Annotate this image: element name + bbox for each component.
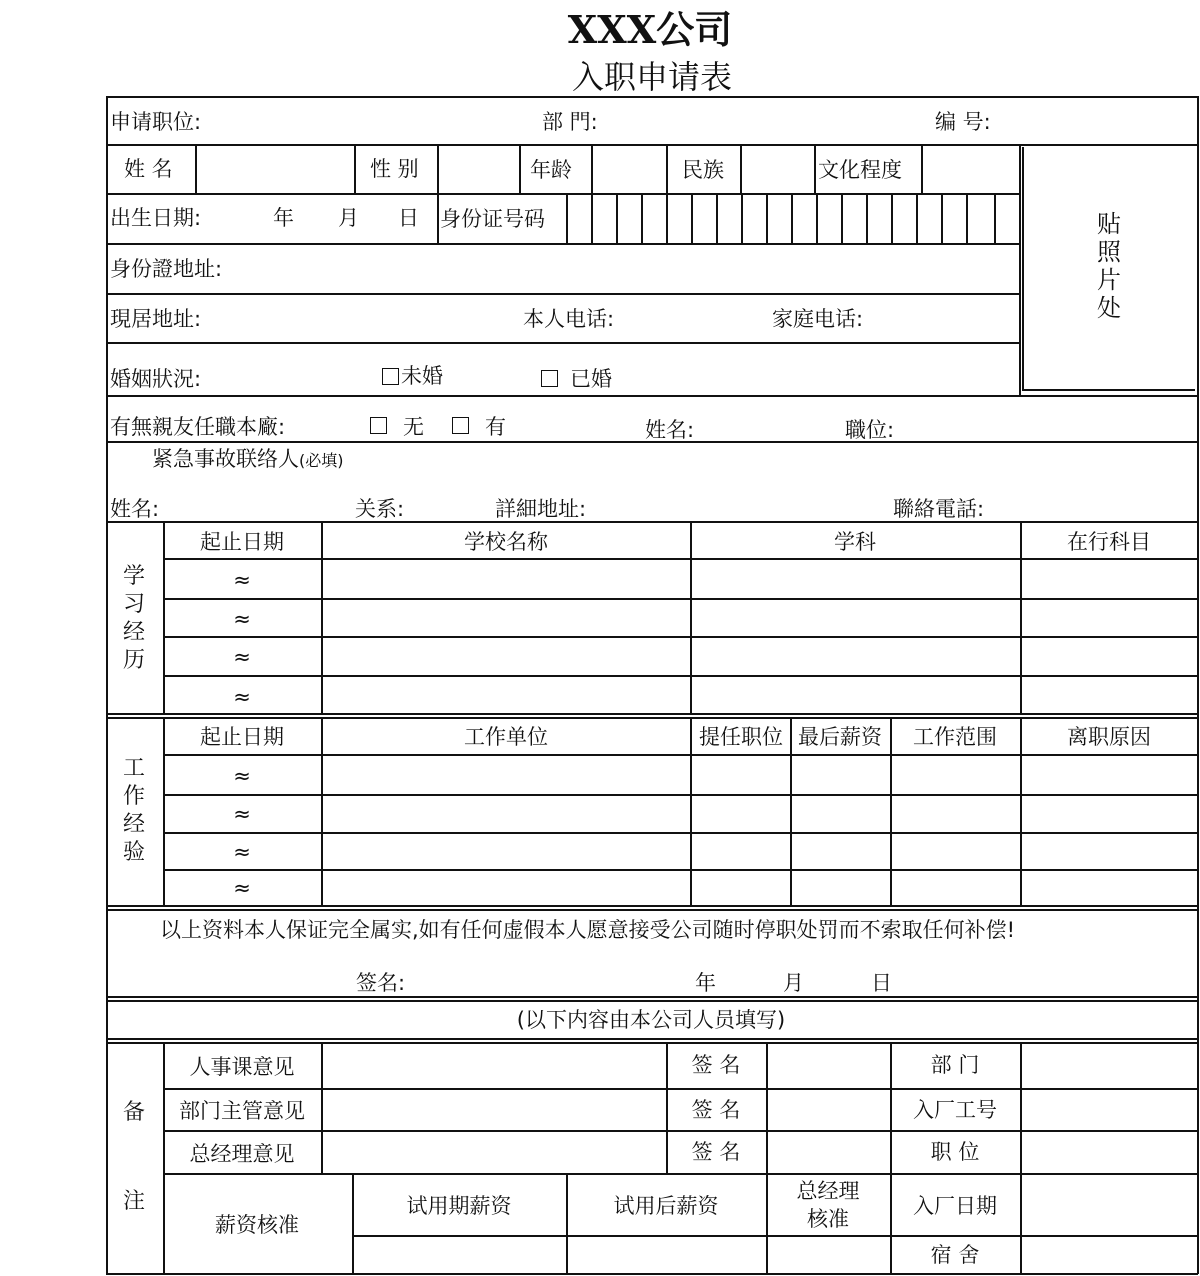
sign-day-label: 日 [871,971,892,995]
current-address-label: 現居地址: [110,307,202,331]
study-header-school: 学校名称 [464,530,548,554]
sign-month-label: 月 [783,971,804,995]
company-name: XXX公司 [567,7,733,52]
photo-placeholder: 贴照片处 [1097,210,1121,322]
study-side-label [120,563,148,675]
form-title: 入职申请表 [571,58,733,96]
emergency-title-text: 紧急事故联络人 [152,447,299,471]
relatives-no-label: 无 [403,415,424,439]
gm-opinion-label: 总经理意见 [189,1142,295,1166]
birth-year-label: 年 [273,206,294,230]
remarks-side-top: 备 [123,1100,146,1125]
nation-label: 民族 [682,158,724,182]
factory-number-label: 入厂工号 [913,1098,997,1122]
single-checkbox[interactable] [382,368,399,385]
signature-label: 签名: [356,971,406,995]
emergency-address-label: 詳細地址: [495,497,587,521]
salary-approval-label: 薪资核准 [215,1213,299,1237]
work-header-employer: 工作单位 [464,725,548,749]
declaration-text: 以上资料本人保证完全属实,如有任何虚假本人愿意接受公司随时停职处罚而不索取任何补偿! [160,918,1016,942]
study-side-char: 学 [122,564,145,589]
post-probation-salary-label: 试用后薪资 [613,1194,719,1218]
work-row-dates: ≈ [233,802,251,826]
name-label: 姓 名 [124,157,173,181]
study-row-dates: ≈ [233,607,251,631]
dormitory-label: 宿 舍 [930,1243,980,1267]
remarks-side-bottom: 注 [123,1189,146,1214]
department-label: 部 門: [542,110,598,134]
married-checkbox[interactable] [541,370,558,387]
relatives-yes-checkbox[interactable] [452,417,469,434]
married-label: 已婚 [570,367,612,391]
birth-label: 出生日期: [110,206,202,230]
work-side-char: 作 [122,784,145,809]
emergency-relation-label: 关系: [355,497,405,521]
mobile-phone-label: 本人电话: [523,307,615,331]
work-side-char: 工 [122,756,145,781]
study-header-subject: 学科 [834,530,876,554]
study-row-dates: ≈ [233,645,251,669]
work-header-salary: 最后薪资 [798,725,882,749]
relatives-label: 有無親友任職本廠: [110,415,286,439]
single-label: 未婚 [401,364,443,388]
gm-approval-label-line1: 总经理 [796,1179,860,1203]
study-side-char: 习 [122,592,145,617]
number-label: 编 号: [935,110,991,134]
work-header-dates: 起止日期 [200,725,284,749]
sign-label-2: 签 名 [691,1098,741,1122]
birth-day-label: 日 [398,206,419,230]
study-header-dates: 起止日期 [200,530,284,554]
work-header-scope: 工作范围 [913,725,997,749]
entry-date-label: 入厂日期 [913,1194,997,1218]
education-label: 文化程度 [818,158,902,182]
relative-name-label: 姓名: [645,418,695,442]
post-label: 职 位 [930,1140,980,1164]
hr-opinion-label: 人事课意见 [189,1055,295,1079]
birth-month-label: 月 [338,206,359,230]
relatives-yes-label: 有 [485,415,506,439]
work-row-dates: ≈ [233,876,251,900]
relative-post-label: 職位: [845,418,895,442]
study-side-char: 经 [122,620,145,645]
probation-salary-label: 试用期薪资 [406,1194,512,1218]
id-address-label: 身份證地址: [110,257,223,281]
study-row-dates: ≈ [233,568,251,592]
sign-year-label: 年 [695,971,716,995]
work-side-char: 验 [122,840,145,865]
id-number-label: 身份证号码 [440,207,545,231]
dept-label: 部 门 [930,1053,980,1077]
age-label: 年龄 [530,158,572,182]
gm-approval-label-line2: 核准 [807,1207,849,1231]
sign-label-1: 签 名 [691,1053,741,1077]
home-phone-label: 家庭电话: [772,307,864,331]
emergency-name-label: 姓名: [110,497,160,521]
marital-status-label: 婚姻狀況: [110,367,202,391]
relatives-no-checkbox[interactable] [370,417,387,434]
emergency-required: (必填) [299,451,344,470]
work-side-label [120,755,148,867]
position-label: 申请职位: [110,110,202,134]
sign-label-3: 签 名 [691,1140,741,1164]
manager-opinion-label: 部门主管意见 [179,1099,305,1123]
work-header-reason: 离职原因 [1067,725,1151,749]
work-row-dates: ≈ [233,764,251,788]
emergency-phone-label: 聯絡電話: [893,497,985,521]
work-header-position: 提任职位 [699,725,783,749]
work-side-char: 经 [122,812,145,837]
internal-note: (以下内容由本公司人员填写) [516,1008,786,1032]
emergency-title [152,447,344,473]
study-row-dates: ≈ [233,685,251,709]
study-header-current: 在行科目 [1067,530,1151,554]
sex-label: 性 别 [370,157,419,181]
study-side-char: 历 [122,648,145,673]
work-row-dates: ≈ [233,840,251,864]
